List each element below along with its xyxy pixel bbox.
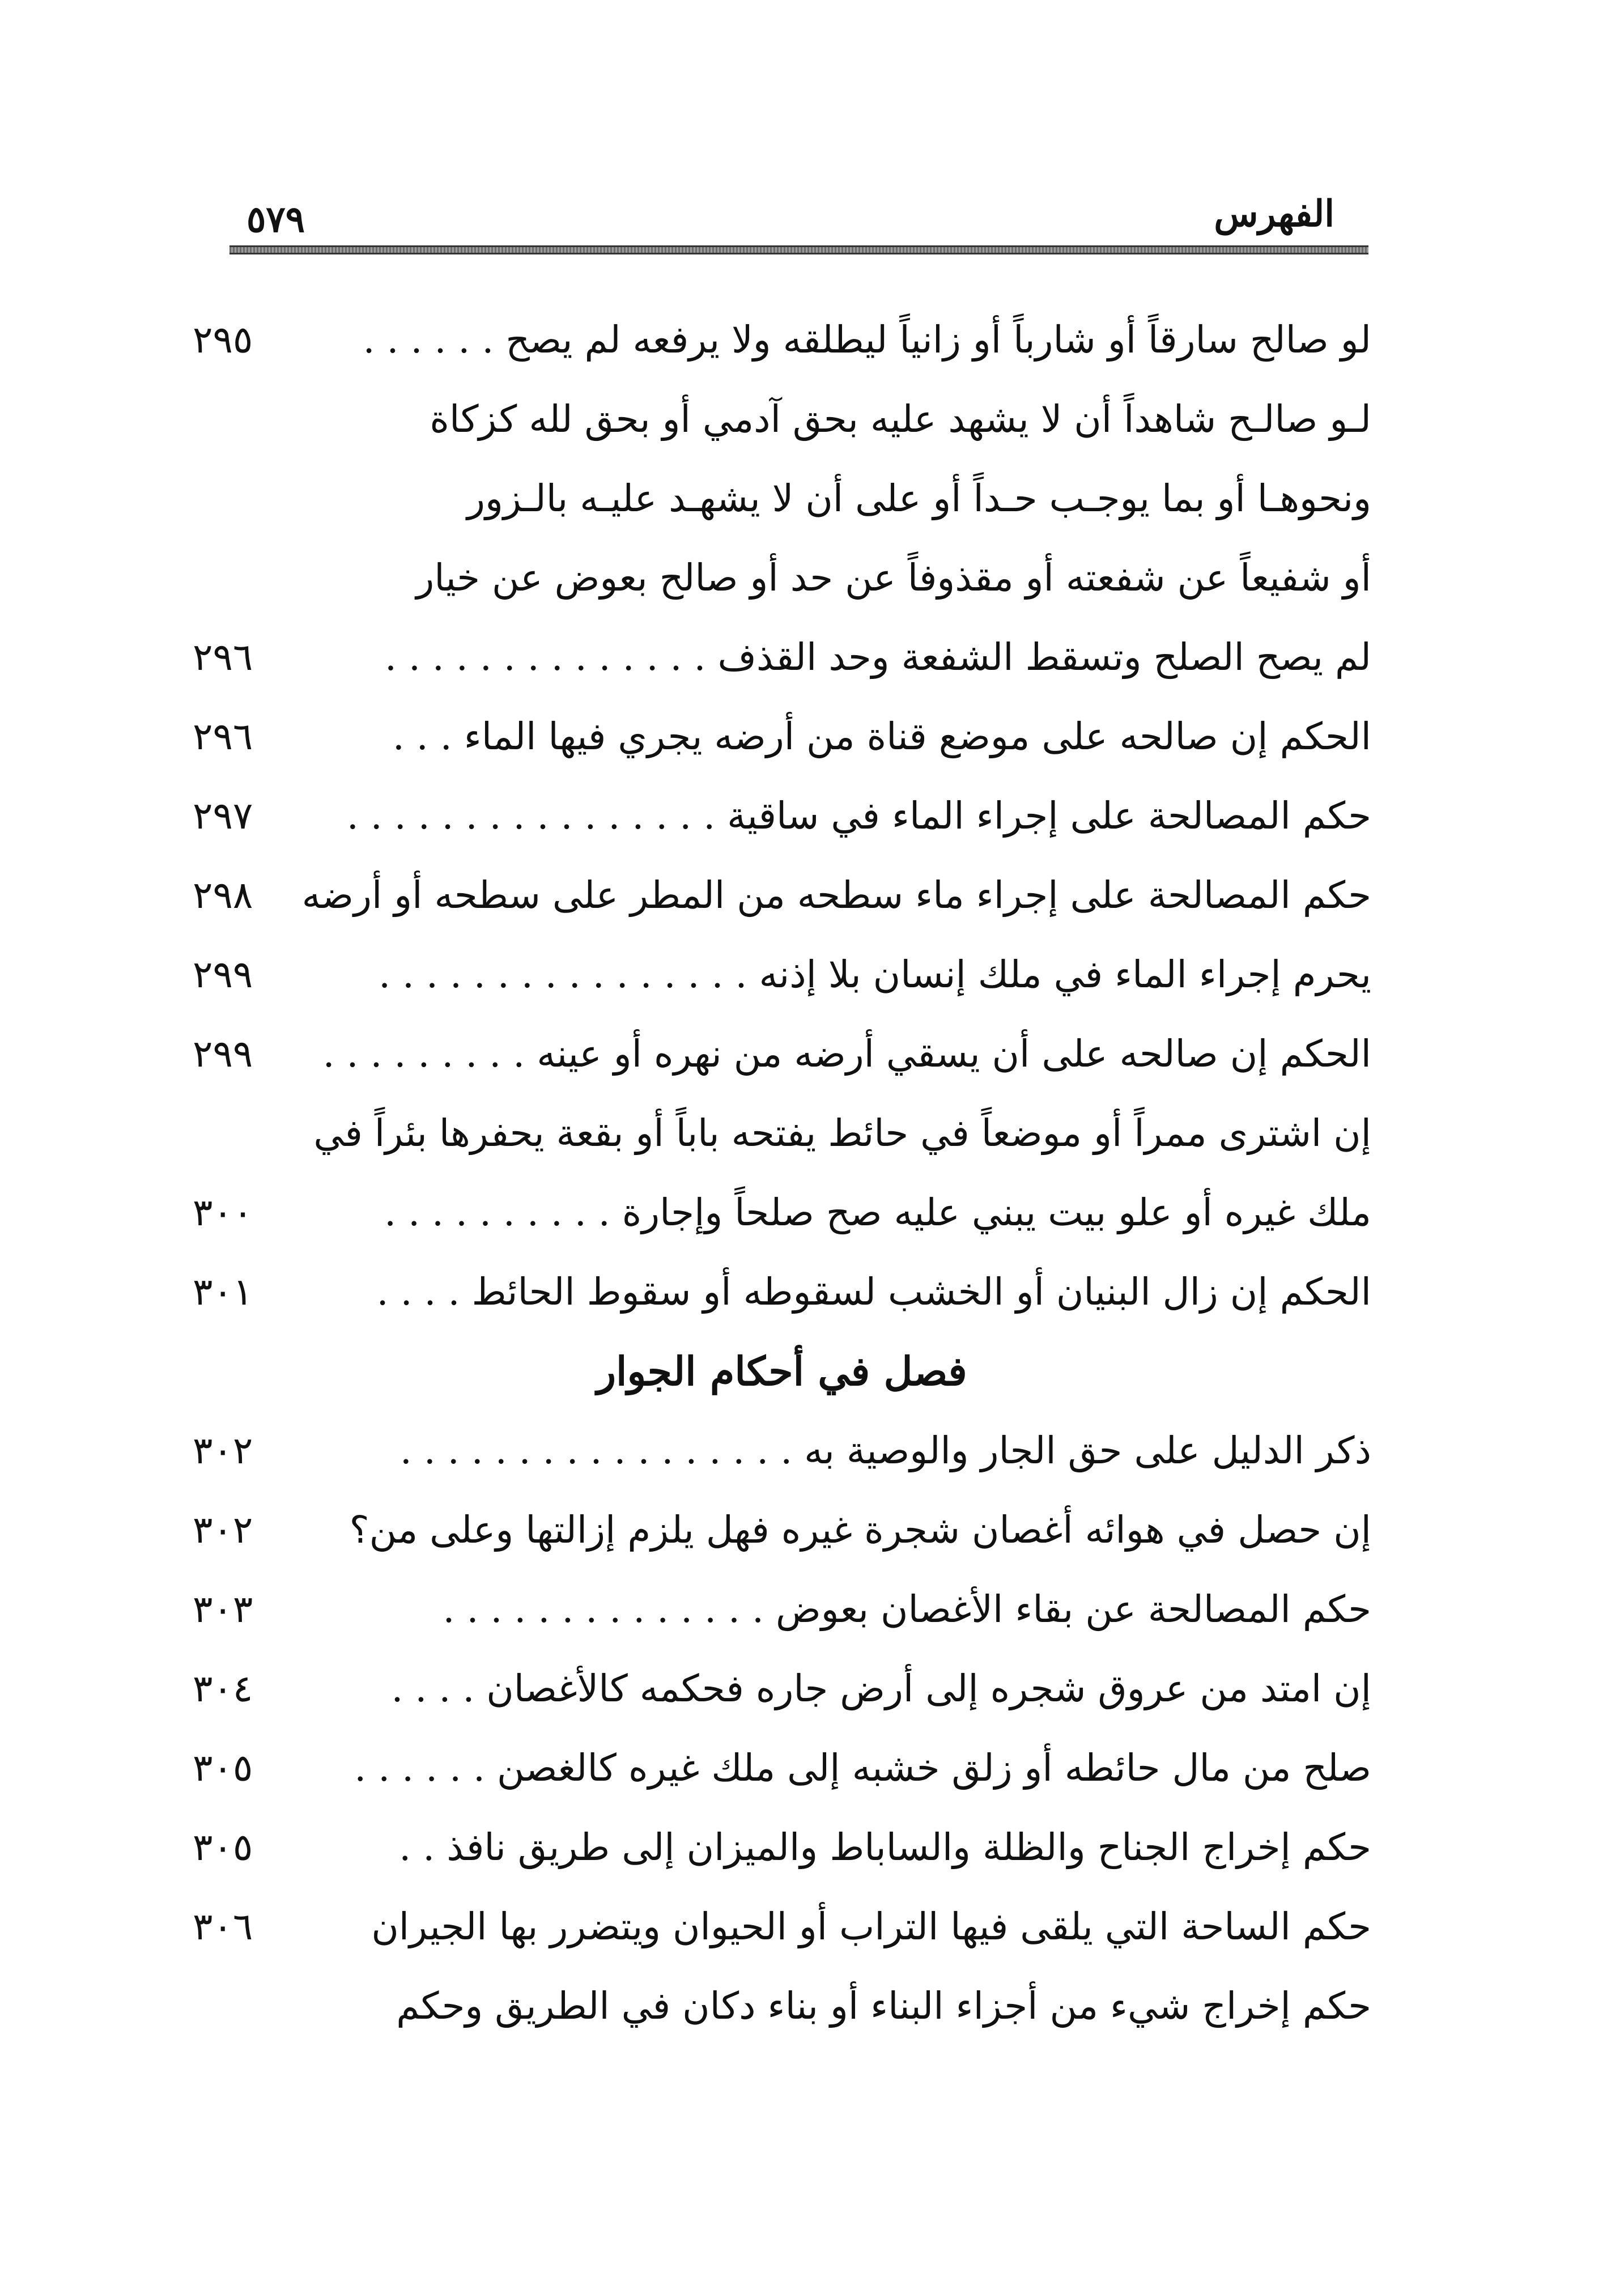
index-entries bbox=[193, 300, 1371, 2046]
entry-page-number: ٣٠٥ bbox=[193, 1746, 253, 1790]
entry-page-number: ٢٩٧ bbox=[193, 794, 253, 838]
running-title: الفهرس bbox=[1214, 193, 1334, 235]
entry-page-number: ٣٠٤ bbox=[193, 1667, 253, 1710]
index-entry bbox=[193, 300, 1371, 380]
entry-text: إن امتد من عروق شجره إلى أرض جاره فحكمه كالأغصان . . . . bbox=[391, 1667, 1371, 1710]
index-entry bbox=[193, 618, 1371, 697]
entry-text: الحكم إن زال البنيان أو الخشب لسقوطه أو سقوط الحائط . . . . bbox=[376, 1270, 1371, 1314]
entry-page-number: ٣٠١ bbox=[193, 1270, 253, 1314]
entry-text: صلح من مال حائطه أو زلق خشبه إلى ملك غيره كالغصن . . . . . . bbox=[354, 1746, 1371, 1790]
entry-text: يحرم إجراء الماء في ملك إنسان بلا إذنه . . . . . . . . . . . . . . . . bbox=[379, 953, 1371, 996]
entry-text: حكم الساحة التي يلقى فيها التراب أو الحيوان ويتضرر بها الجيران bbox=[371, 1905, 1371, 1948]
entry-text: ملك غيره أو علو بيت يبني عليه صح صلحاً وإجارة . . . . . . . . . . bbox=[384, 1191, 1371, 1234]
entry-page-number: ٢٩٨ bbox=[193, 873, 253, 917]
index-entry bbox=[193, 697, 1371, 776]
entry-page-number: ٣٠٠ bbox=[193, 1191, 253, 1234]
entry-text: الحكم إن صالحه على موضع قناة من أرضه يجري فيها الماء . . . bbox=[392, 715, 1371, 758]
index-entry bbox=[193, 1570, 1371, 1649]
entry-text: ونحوهـا أو بما يوجـب حـداً أو على أن لا يشهـد عليـه بالـزور bbox=[467, 477, 1371, 520]
index-entry bbox=[193, 1173, 1371, 1252]
entry-page-number: ٣٠٢ bbox=[193, 1508, 253, 1552]
index-entry bbox=[193, 1491, 1371, 1570]
entry-page-number: ٢٩٦ bbox=[193, 635, 253, 679]
page-header bbox=[229, 193, 1368, 241]
entry-text: حكم المصالحة عن بقاء الأغصان بعوض . . . . . . . . . . . . . . bbox=[443, 1587, 1371, 1631]
entry-page-number: ٢٩٩ bbox=[193, 1032, 253, 1076]
entry-text: لـو صالـح شاهداً أن لا يشهد عليه بحق آدمي أو بحق لله كزكاة bbox=[430, 397, 1371, 441]
entry-text: أو شفيعاً عن شفعته أو مقذوفاً عن حد أو صالح بعوض عن خيار bbox=[416, 556, 1371, 600]
index-entry bbox=[193, 459, 1371, 538]
index-entry bbox=[193, 538, 1371, 618]
entry-page-number: ٣٠٢ bbox=[193, 1429, 253, 1472]
section-heading bbox=[193, 1332, 1371, 1411]
index-entry bbox=[193, 1649, 1371, 1729]
entry-page-number: ٣٠٣ bbox=[193, 1587, 253, 1631]
index-entry bbox=[193, 1094, 1371, 1173]
header-divider bbox=[229, 245, 1368, 254]
entry-text: الحكم إن صالحه على أن يسقي أرضه من نهره أو عينه . . . . . . . . . bbox=[322, 1032, 1371, 1076]
entry-text: حكم إخراج شيء من أجزاء البناء أو بناء دكان في الطريق وحكم bbox=[396, 1984, 1371, 2028]
entry-page-number: ٢٩٥ bbox=[193, 318, 253, 362]
index-entry bbox=[193, 1411, 1371, 1491]
entry-text: لم يصح الصلح وتسقط الشفعة وحد القذف . . . . . . . . . . . . . . bbox=[385, 635, 1371, 679]
index-entry bbox=[193, 1729, 1371, 1808]
index-entry bbox=[193, 1887, 1371, 1967]
entry-text: حكم المصالحة على إجراء ماء سطحه من المطر على سطحه أو أرضه bbox=[301, 873, 1371, 917]
index-entry bbox=[193, 856, 1371, 935]
entry-text: ذكر الدليل على حق الجار والوصية به . . . . . . . . . . . . . . . . . bbox=[399, 1429, 1371, 1472]
entry-text: إن حصل في هوائه أغصان شجرة غيره فهل يلزم إزالتها وعلى من؟ bbox=[349, 1508, 1371, 1552]
section-heading-text: فصل في أحكام الجوار bbox=[597, 1348, 967, 1395]
entry-page-number: ٢٩٩ bbox=[193, 953, 253, 996]
entry-page-number: ٢٩٦ bbox=[193, 715, 253, 758]
page-number: ٥٧٩ bbox=[246, 198, 305, 241]
entry-text: إن اشترى ممراً أو موضعاً في حائط يفتحه باباً أو بقعة يحفرها بئراً في bbox=[313, 1111, 1371, 1155]
entry-page-number: ٣٠٦ bbox=[193, 1905, 253, 1948]
entry-text: حكم المصالحة على إجراء الماء في ساقية . . . . . . . . . . . . . . . . bbox=[346, 794, 1371, 838]
index-entry bbox=[193, 1967, 1371, 2046]
entry-text: لو صالح سارقاً أو شارباً أو زانياً ليطلقه ولا يرفعه لم يصح . . . . . . bbox=[363, 318, 1371, 362]
index-entry bbox=[193, 1808, 1371, 1887]
entry-page-number: ٣٠٥ bbox=[193, 1825, 253, 1869]
index-entry bbox=[193, 1014, 1371, 1094]
index-entry bbox=[193, 776, 1371, 856]
index-entry bbox=[193, 380, 1371, 459]
index-entry bbox=[193, 1252, 1371, 1332]
index-entry bbox=[193, 935, 1371, 1014]
entry-text: حكم إخراج الجناح والظلة والساباط والميزان إلى طريق نافذ . . bbox=[399, 1825, 1371, 1869]
